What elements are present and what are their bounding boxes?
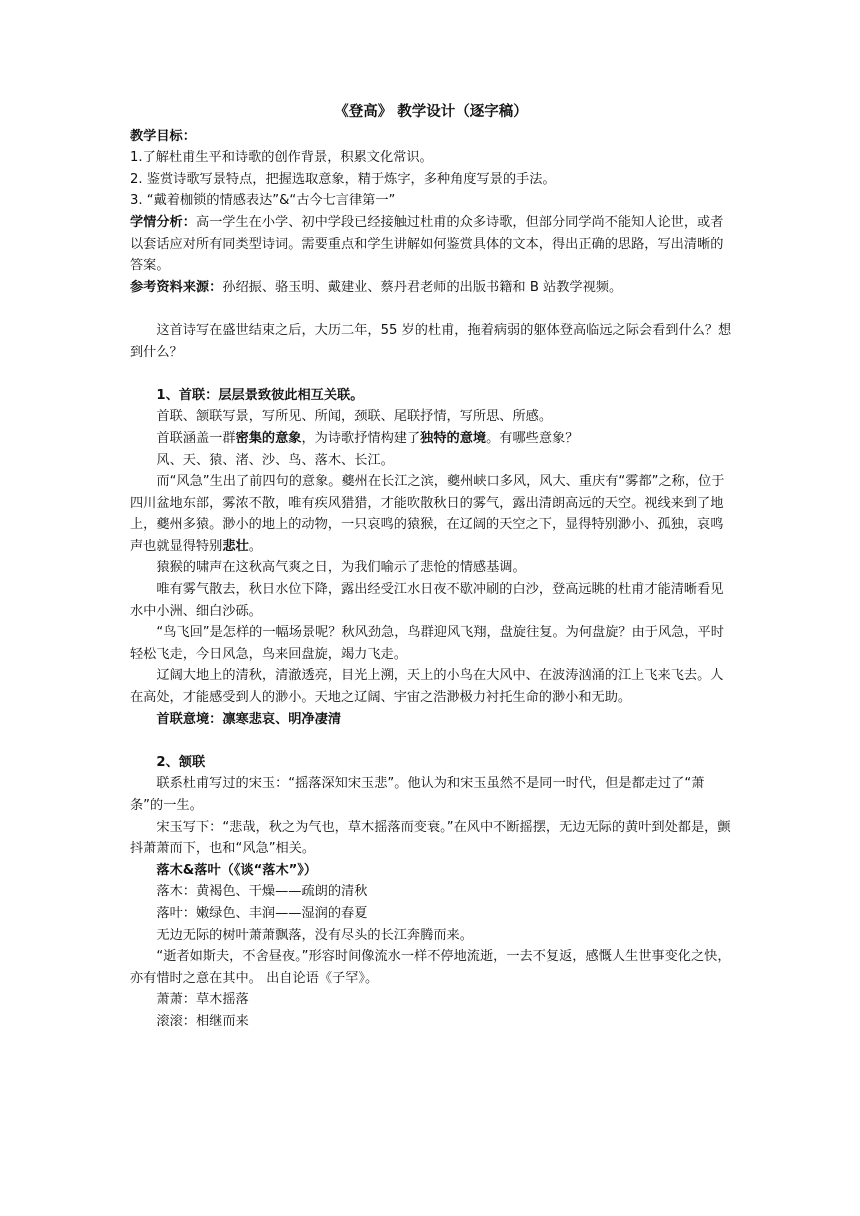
s2-subheading: 落木&落叶（《谈“落木”》） [156,862,318,878]
s1-paragraph-1: 首联、颔联写景，写所见、所闻，颈联、尾联抒情，写所思、所感。 [156,409,553,425]
spacer [130,730,732,752]
document-title: 《登高》 教学设计（逐字稿） [334,104,528,120]
s1-p2-text: 首联涵盖一群 [156,430,236,446]
s2-paragraph-2: 宋玉写下：“悲哉，秋之为气也，草木摇落而变衰。”在风中不断摇摆，无边无际的黄叶到处都是，颤抖萧萧而下，也和“风急”相关。 [130,819,731,857]
analysis-label: 学情分析： [130,214,196,230]
s1-paragraph-4 [130,471,732,557]
refs-paragraph [130,277,732,299]
s1-p2-text: 。有哪些意象？ [486,430,579,446]
s2-paragraph-4: 落叶：嫩绿色、丰润——湿润的春夏 [156,905,368,921]
s2-paragraph-5: 无边无际的树叶萧萧飘落，没有尽头的长江奔腾而来。 [156,927,473,943]
goals-heading: 教学目标： [130,128,196,144]
s1-paragraph-7: “鸟飞回”是怎样的一幅场景呢？秋风劲急，鸟群迎风飞翔，盘旋往复。为何盘旋？由于风急，平时轻松飞走，今日风急，鸟来回盘旋，竭力飞走。 [130,625,724,662]
s2-paragraph-3: 落木：黄褐色、干燥——疏朗的清秋 [156,884,368,900]
goal-item-3: 3. “戴着枷锁的情感表达”&“古今七言律第一” [130,193,396,209]
s1-summary: 首联意境：凛寒悲哀、明净凄清 [156,711,342,727]
intro-paragraph: 这首诗写在盛世结束之后，大历二年，55 岁的杜甫，拖着病弱的躯体登高临远之际会看到什么？想到什么？ [130,322,732,360]
analysis-paragraph [130,212,732,277]
spacer [130,363,732,385]
s2-paragraph-7: 萧萧：草木摇落 [156,992,249,1008]
s1-paragraph-3: 风、天、猿、渚、沙、鸟、落木、长江。 [156,452,394,468]
section-2-heading: 2、颔联 [156,754,206,770]
s1-paragraph-8: 辽阔大地上的清秋，清澈透亮，目光上溯，天上的小鸟在大风中、在波涛汹涌的江上飞来飞去。人在高处，才能感受到人的渺小。天地之辽阔、宇宙之浩渺极力衬托生命的渺小和无助。 [130,668,724,706]
s2-paragraph-1: 联系杜甫写过的宋玉：“摇落深知宋玉悲”。他认为和宋玉虽然不是同一时代，但是都走过了“萧条”的一生。 [130,776,705,813]
goal-item-1: 1.了解杜甫生平和诗歌的创作背景，积累文化常识。 [130,150,433,166]
s1-p4-emphasis: 悲壮 [222,538,249,554]
refs-text: 孙绍振、骆玉明、戴建业、蔡丹君老师的出版书籍和 B 站教学视频。 [222,279,623,295]
analysis-text: 高一学生在小学、初中学段已经接触过杜甫的众多诗歌，但部分同学尚不能知人论世，或者以套话应对所有同类型诗词。需要重点和学生讲解如何鉴赏具体的文本，得出正确的思路，写出清晰的答案。 [130,214,724,274]
section-1-heading: 1、首联：层层景致彼此相互关联。 [156,387,364,403]
spacer [130,298,732,320]
s1-paragraph-2 [130,428,732,450]
s1-p4-text: 。 [248,538,262,554]
s1-p2-text: ，为诗歌抒情构建了 [301,430,421,446]
s2-paragraph-6: “逝者如斯夫，不舍昼夜。”形容时间像流水一样不停地流逝，一去不复返，感慨人生世事变化之快，亦有惜时之意在其中。 出自论语《子罕》。 [130,949,731,986]
s1-p2-emphasis-1: 密集的意象 [235,430,302,446]
s1-p2-emphasis-2: 独特的意境 [420,430,487,446]
goal-item-2: 2. 鉴赏诗歌写景特点，把握选取意象，精于炼字，多种角度写景的手法。 [130,171,556,187]
document-page [130,102,732,1033]
s1-p4-text: 而“风急”生出了前四句的意象。夔州在长江之滨，夔州峡口多风，风大、重庆有“雾都”之称，位于四川盆地东部，雾浓不散，唯有疾风猎猎，才能吹散秋日的雾气，露出清朗高远的天空。视线来到了地上，夔州多猿。渺小的地上的动物，一只哀鸣的猿猴，在辽阔的天空之下，显得特别渺小、孤独，哀鸣声也就显得特别 [130,474,725,554]
s2-paragraph-8: 滚滚：相继而来 [156,1013,249,1029]
s1-paragraph-5: 猿猴的啸声在这秋高气爽之日，为我们喻示了悲怆的情感基调。 [156,560,526,576]
refs-label: 参考资料来源： [130,279,223,295]
s1-paragraph-6: 唯有雾气散去，秋日水位下降，露出经受江水日夜不歇冲刷的白沙，登高远眺的杜甫才能清晰看见水中小洲、细白沙砾。 [130,582,724,619]
